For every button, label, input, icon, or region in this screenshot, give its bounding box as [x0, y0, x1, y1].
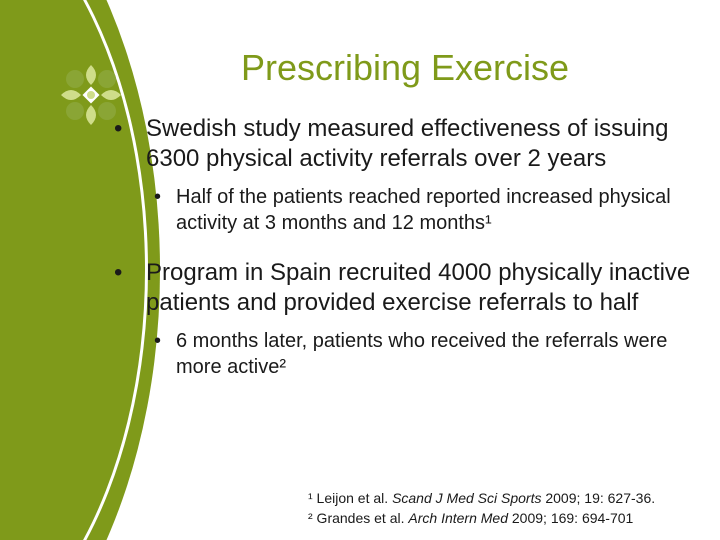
reference-1: ¹ Leijon et al. Scand J Med Sci Sports 2009; 19: 627-36. [308, 490, 656, 506]
bullet-marker: • [154, 186, 162, 208]
bullet-spain-program [112, 258, 702, 318]
sub-bullet-half-patients [112, 184, 702, 236]
bullet-marker: • [114, 259, 123, 286]
reference-2: ² Grandes et al. Arch Intern Med 2009; 169: 694-701 [308, 510, 634, 526]
bullet-text: Swedish study measured effectiveness of issuing 6300 physical activity referrals over 2 years [146, 115, 669, 172]
bullet-swedish-study [112, 114, 702, 174]
sub-bullet-text: 6 months later, patients who received the referrals were more active² [176, 330, 668, 378]
bullet-marker: • [114, 115, 123, 142]
sub-bullet-six-months [112, 328, 702, 380]
slide-title: Prescribing Exercise [240, 47, 570, 88]
bullet-text: Program in Spain recruited 4000 physically inactive patients and provided exercise referrals to half [146, 259, 691, 316]
sub-bullet-text: Half of the patients reached reported increased physical activity at 3 months and 12 months¹ [176, 186, 671, 234]
references [308, 488, 655, 528]
bullet-list [112, 114, 702, 380]
bullet-marker: • [154, 330, 162, 352]
